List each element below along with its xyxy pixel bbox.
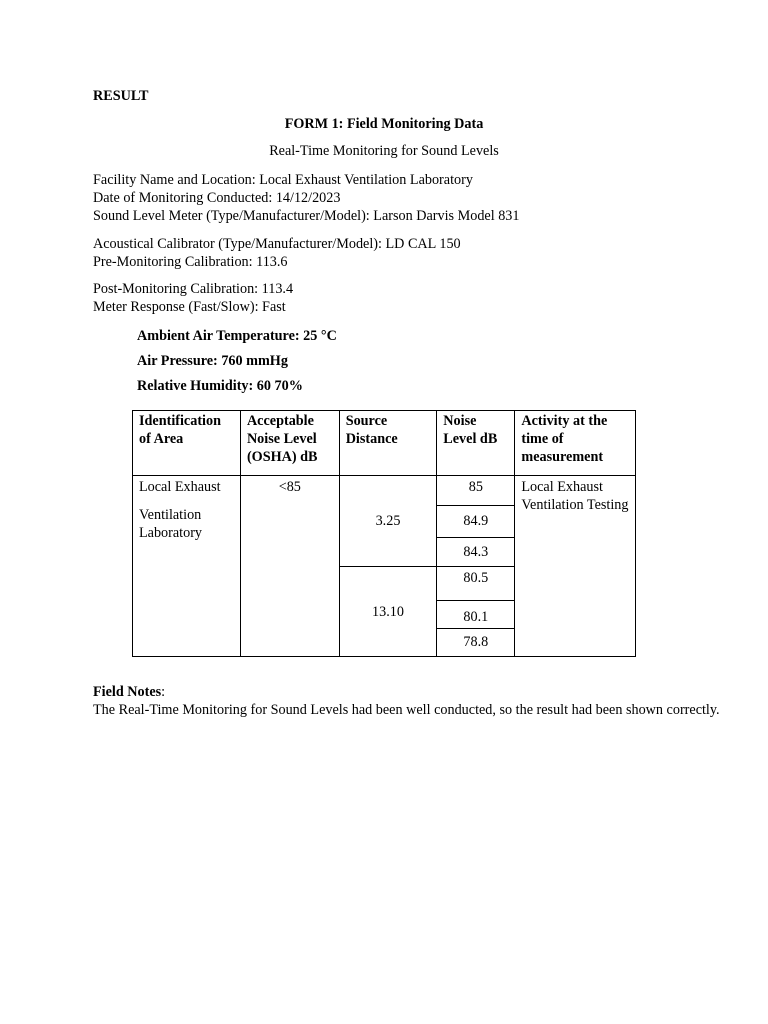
activity-cell: Local Exhaust Ventilation Testing <box>515 475 636 656</box>
table-header-row <box>133 411 636 476</box>
noise-cell: 78.8 <box>437 628 515 656</box>
temperature-line: Ambient Air Temperature: 25 °C <box>137 328 337 344</box>
area-line-1: Local Exhaust <box>139 478 221 495</box>
distance-cell-1: 3.25 <box>339 475 437 567</box>
pre-calibration-line: Pre-Monitoring Calibration: 113.6 <box>93 254 288 270</box>
post-calibration-line: Post-Monitoring Calibration: 113.4 <box>93 281 294 297</box>
result-heading: RESULT <box>93 88 149 104</box>
monitoring-table <box>132 410 636 657</box>
facility-line: Facility Name and Location: Local Exhaust Ventilation Laboratory <box>93 172 473 188</box>
field-notes-label <box>93 683 165 701</box>
field-notes-text: The Real-Time Monitoring for Sound Levels had been well conducted, so the result had been shown correctly. <box>93 702 720 718</box>
header-acceptable: Acceptable Noise Level (OSHA) dB <box>240 411 339 476</box>
acceptable-cell: <85 <box>240 475 339 656</box>
area-cell <box>133 475 241 656</box>
noise-cell: 84.3 <box>437 538 515 567</box>
table-row <box>133 475 636 505</box>
distance-cell-2: 13.10 <box>339 567 437 657</box>
humidity-line: Relative Humidity: 60 70% <box>137 378 303 394</box>
pressure-line: Air Pressure: 760 mmHg <box>137 353 288 369</box>
header-activity: Activity at the time of measurement <box>515 411 636 476</box>
noise-cell: 80.1 <box>437 600 515 628</box>
field-notes-colon: : <box>161 684 166 700</box>
date-line: Date of Monitoring Conducted: 14/12/2023 <box>93 190 341 206</box>
area-line-2: Ventilation Laboratory <box>139 506 203 541</box>
noise-cell: 85 <box>437 475 515 505</box>
noise-cell: 84.9 <box>437 505 515 537</box>
meter-response-line: Meter Response (Fast/Slow): Fast <box>93 299 286 315</box>
field-notes-label-text: Field Notes <box>93 684 162 700</box>
form-subtitle: Real-Time Monitoring for Sound Levels <box>269 143 499 159</box>
header-noise: Noise Level dB <box>437 411 515 476</box>
noise-cell: 80.5 <box>437 567 515 600</box>
calibrator-line: Acoustical Calibrator (Type/Manufacturer/Model): LD CAL 150 <box>93 236 461 252</box>
meter-line: Sound Level Meter (Type/Manufacturer/Model): Larson Darvis Model 831 <box>93 208 520 224</box>
form-title: FORM 1: Field Monitoring Data <box>284 116 484 132</box>
header-distance: Source Distance <box>339 411 437 476</box>
header-area: Identification of Area <box>133 411 241 476</box>
